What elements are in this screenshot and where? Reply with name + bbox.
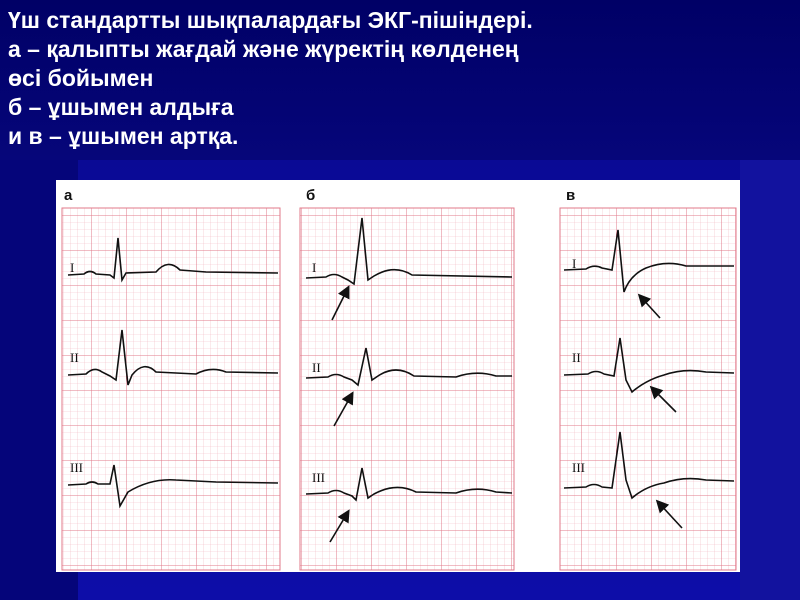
lead-label-b-2: II [312, 360, 321, 375]
panel-a [62, 187, 280, 570]
panel-letter-a: а [64, 187, 73, 204]
lead-label-c-2: II [572, 350, 581, 365]
lead-label-c-1: I [572, 256, 577, 271]
ecg-illustration [56, 180, 740, 572]
lead-label-a-1: I [70, 260, 75, 275]
panel-letter-c: в [566, 187, 576, 204]
panel-c [560, 187, 736, 570]
ecg-figure [56, 180, 740, 572]
panel-b [300, 187, 514, 570]
lead-label-b-1: I [312, 260, 317, 275]
panel-letter-b: б [306, 187, 316, 204]
lead-label-b-3: III [312, 470, 325, 485]
lead-label-a-3: III [70, 460, 83, 475]
right-band [740, 160, 800, 600]
lead-label-c-3: III [572, 460, 585, 475]
slide-title: Үш стандартты шықпалардағы ЭКГ-пішіндері. а – қалыпты жағдай және жүректің көлденең өсі бойымен б – ұшымен алдыға и в – ұшымен артқа. [8, 7, 533, 149]
lead-label-a-2: II [70, 350, 79, 365]
ecg-grid-c [560, 208, 736, 570]
ecg-grid-b [300, 208, 514, 570]
ecg-grid-a [62, 208, 280, 570]
